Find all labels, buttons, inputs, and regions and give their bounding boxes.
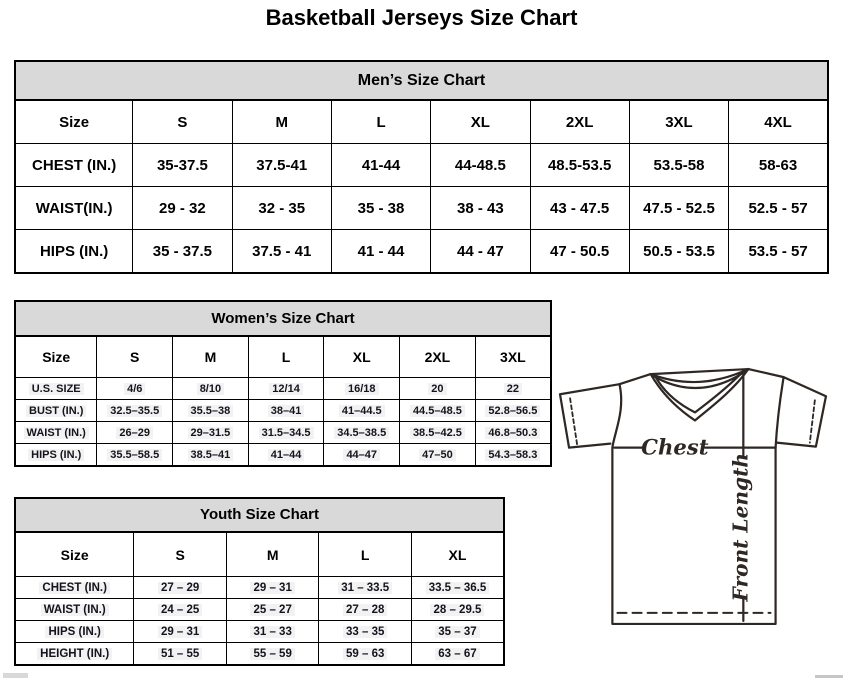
size-value: 38–41 [268,405,305,417]
size-value-cell [411,643,504,666]
size-value-cell [226,621,319,643]
size-value-cell [400,378,476,400]
size-value-cell [530,144,629,187]
size-value: 28 – 29.5 [430,604,484,616]
row-label: CHEST (IN.) [39,582,110,594]
size-value: 16/18 [345,383,379,395]
size-value: 35.5–58.5 [107,449,162,461]
table-row [15,144,828,187]
size-value-cell [324,378,400,400]
column-header: 2XL [400,336,476,378]
size-value-cell [97,422,173,444]
size-value-cell [173,422,249,444]
jersey-measurement-diagram [552,362,842,634]
size-value-cell [97,444,173,467]
size-value: 51 – 55 [158,648,202,660]
row-label-cell [15,621,134,643]
size-value: 54.3–58.3 [485,449,540,461]
row-label: HIPS (IN.) [39,242,109,260]
size-value-cell [400,400,476,422]
size-value-cell [173,444,249,467]
youth-size-chart-panel [14,497,505,666]
column-header: XL [324,336,400,378]
row-label-cell [15,378,97,400]
size-value: 46.8–50.3 [485,427,540,439]
size-value: 38.5–42.5 [410,427,465,439]
size-value-cell [729,144,828,187]
table-row [15,378,551,400]
size-value: 44.5–48.5 [410,405,465,417]
column-header: 3XL [629,100,728,144]
row-label: HEIGHT (IN.) [37,648,112,660]
size-value: 34.5–38.5 [334,427,389,439]
size-value: 12/14 [269,383,303,395]
column-header: L [331,100,430,144]
size-value: 35 - 38 [357,199,405,217]
table-row [15,577,504,599]
column-header: L [248,336,324,378]
size-value: 53.5 - 57 [748,242,808,260]
scrollbar-fragment-left[interactable] [3,673,28,678]
size-value: 47.5 - 52.5 [643,199,715,217]
size-value: 27 – 28 [343,604,387,616]
row-label: WAIST(IN.) [35,199,113,217]
size-value: 35 - 37.5 [152,242,213,260]
column-header: S [133,100,232,144]
row-label-cell [15,187,133,230]
front-length-label: Front Length [728,452,753,602]
table-row [15,643,504,666]
row-label: BUST (IN.) [26,405,86,417]
size-value-cell [97,378,173,400]
size-value: 47 - 50.5 [550,242,610,260]
size-value: 31 – 33 [250,626,294,638]
size-value: 44–47 [343,449,380,461]
size-value: 33.5 – 36.5 [426,582,490,594]
size-value-cell [331,144,430,187]
size-value-cell [226,643,319,666]
size-value: 31 – 33.5 [338,582,392,594]
size-value: 35-37.5 [156,156,208,174]
column-header: S [97,336,173,378]
mens-size-chart-title: Men’s Size Chart [14,60,829,99]
size-value-cell [226,577,319,599]
size-value: 33 – 35 [343,626,387,638]
size-value-cell [530,187,629,230]
size-value-cell [331,230,430,274]
size-value: 32.5–35.5 [107,405,162,417]
size-value: 44-48.5 [454,156,506,174]
size-value: 44 - 47 [456,242,504,260]
size-value: 41–44 [268,449,305,461]
size-value-cell [629,144,728,187]
jersey-outline [560,374,651,448]
table-row [15,230,828,274]
column-header: M [232,100,331,144]
row-label-cell [15,230,133,274]
size-value-cell [133,230,232,274]
youth-size-table [14,531,505,666]
table-row [15,187,828,230]
column-header: M [226,532,319,577]
column-header: Size [15,336,97,378]
column-header: L [319,532,412,577]
row-label: HIPS (IN.) [28,449,84,461]
sleeve-cuff-dash-left [570,398,577,444]
size-value: 59 – 63 [343,648,387,660]
size-value-cell [248,400,324,422]
size-value-cell [134,643,227,666]
table-row [15,444,551,467]
column-header: Size [15,532,134,577]
row-label: HIPS (IN.) [45,626,103,638]
size-value: 63 – 67 [435,648,479,660]
row-label-cell [15,577,134,599]
womens-size-table [14,335,552,467]
size-value: 41-44 [361,156,401,174]
size-value-cell [411,621,504,643]
column-header: S [134,532,227,577]
youth-size-chart-title: Youth Size Chart [14,497,505,531]
table-row [15,400,551,422]
size-value: 38 - 43 [456,199,504,217]
size-value: 55 – 59 [250,648,294,660]
size-value: 43 - 47.5 [550,199,610,217]
size-value-cell [319,621,412,643]
table-row [15,422,551,444]
size-value: 29 – 31 [158,626,202,638]
row-label: WAIST (IN.) [24,427,89,439]
size-value: 27 – 29 [158,582,202,594]
header-row [15,532,504,577]
size-value-cell [134,577,227,599]
column-header: XL [411,532,504,577]
size-value-cell [629,187,728,230]
sleeve-cuff-dash-right [810,400,815,442]
size-value-cell [248,422,324,444]
row-label: WAIST (IN.) [41,604,109,616]
size-value-cell [530,230,629,274]
size-value-cell [431,144,530,187]
column-header: 4XL [729,100,828,144]
size-value-cell [400,422,476,444]
chest-label: Chest [641,434,709,460]
size-value: 47–50 [419,449,456,461]
page-title: Basketball Jerseys Size Chart [265,5,578,30]
size-value: 29–31.5 [188,427,234,439]
size-value-cell [133,144,232,187]
size-value-cell [134,621,227,643]
row-label-cell [15,599,134,621]
size-value-cell [324,422,400,444]
row-label-cell [15,144,133,187]
row-label-cell [15,422,97,444]
size-value: 38.5–41 [188,449,234,461]
size-value-cell [475,400,551,422]
size-value: 32 - 35 [258,199,306,217]
size-value: 58-63 [758,156,798,174]
size-value: 22 [504,383,522,395]
column-header: Size [15,100,133,144]
column-header: XL [431,100,530,144]
size-value-cell [331,187,430,230]
row-label-cell [15,643,134,666]
womens-size-chart-title: Women’s Size Chart [14,300,552,335]
row-label-cell [15,400,97,422]
size-value: 37.5-41 [256,156,308,174]
size-value: 26–29 [116,427,153,439]
column-header: M [173,336,249,378]
womens-size-chart-panel [14,300,552,467]
mens-size-chart-panel [14,60,829,274]
header-row [15,100,828,144]
size-value-cell [411,577,504,599]
size-value: 31.5–34.5 [259,427,314,439]
table-row [15,599,504,621]
size-value-cell [475,378,551,400]
size-value-cell [232,187,331,230]
size-value: 41 - 44 [357,242,405,260]
size-value: 48.5-53.5 [547,156,612,174]
size-value-cell [324,400,400,422]
size-value-cell [134,599,227,621]
size-value-cell [232,144,331,187]
size-value: 29 - 32 [159,199,206,217]
size-value: 25 – 27 [250,604,294,616]
size-value: 52.8–56.5 [485,405,540,417]
size-value-cell [324,444,400,467]
size-value-cell [248,444,324,467]
size-value-cell [248,378,324,400]
size-value: 41–44.5 [339,405,385,417]
size-value-cell [475,422,551,444]
size-value-cell [173,378,249,400]
size-value-cell [232,230,331,274]
table-row [15,621,504,643]
size-value-cell [475,444,551,467]
row-label: CHEST (IN.) [32,156,117,174]
size-value-cell [729,230,828,274]
size-value-cell [729,187,828,230]
mens-size-table [14,99,829,274]
header-row [15,336,551,378]
size-value-cell [431,230,530,274]
column-header: 2XL [530,100,629,144]
size-value: 53.5-58 [653,156,705,174]
size-value-cell [400,444,476,467]
row-label-cell [15,444,97,467]
size-value-cell [133,187,232,230]
size-value: 52.5 - 57 [748,199,808,217]
size-value-cell [431,187,530,230]
scrollbar-fragment-right[interactable] [815,675,843,678]
size-value-cell [319,599,412,621]
size-value: 20 [428,383,446,395]
row-label: U.S. SIZE [29,383,84,395]
size-value: 29 – 31 [250,582,294,594]
size-value-cell [226,599,319,621]
size-value: 8/10 [197,383,224,395]
size-value-cell [97,400,173,422]
size-value: 35.5–38 [188,405,234,417]
size-value-cell [319,577,412,599]
size-value: 50.5 - 53.5 [643,242,715,260]
size-value-cell [411,599,504,621]
column-header: 3XL [475,336,551,378]
size-value-cell [319,643,412,666]
size-value: 37.5 - 41 [252,242,312,260]
size-value-cell [173,400,249,422]
size-value: 24 – 25 [158,604,202,616]
size-value: 4/6 [124,383,145,395]
size-value-cell [629,230,728,274]
size-value: 35 – 37 [435,626,479,638]
